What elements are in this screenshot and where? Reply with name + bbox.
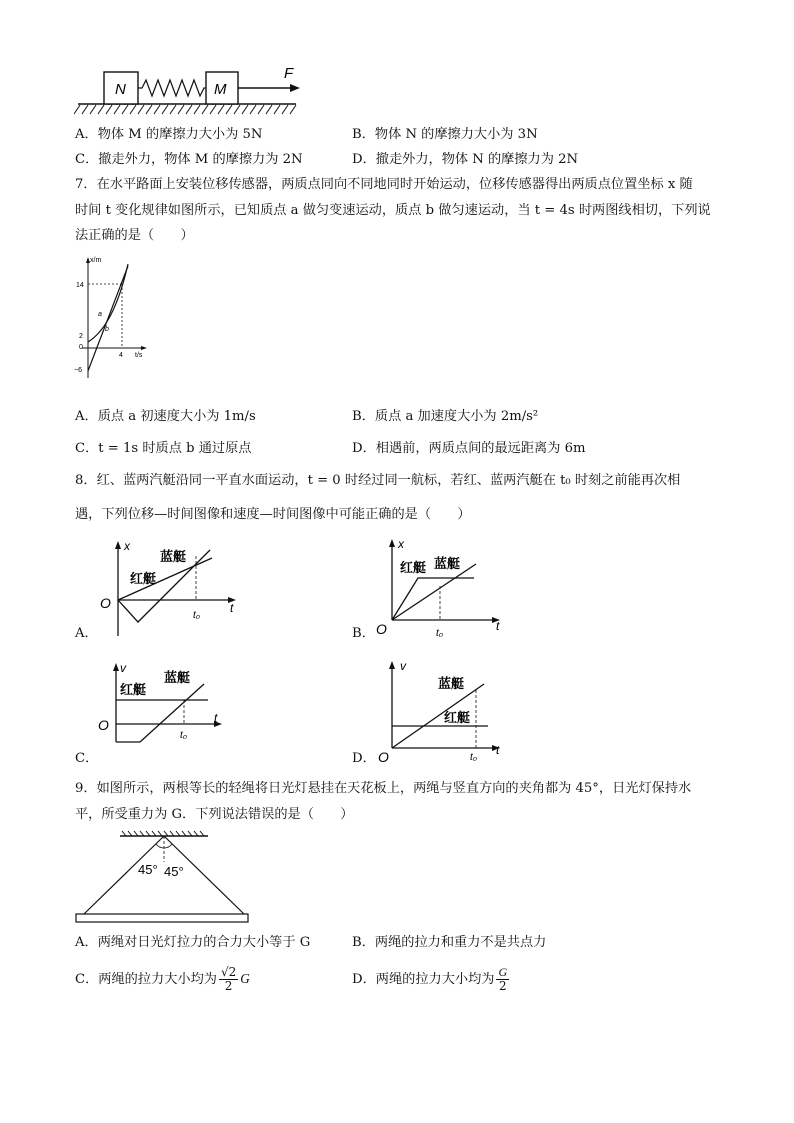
q7-tick-2: 2 — [79, 333, 83, 340]
q8a-t0: t₀ — [193, 610, 200, 621]
q6-spring-figure — [74, 64, 306, 116]
q8c-t-label: t — [214, 711, 218, 725]
q8b-t-label: t — [496, 619, 500, 633]
q7-x-axis-label: t/s — [135, 352, 143, 359]
q8d-t0: t₀ — [470, 752, 477, 763]
q8-graph-b — [372, 534, 512, 640]
q8d-t-label: t — [496, 743, 500, 757]
q8b-y-label: x — [398, 537, 404, 551]
q7-stem-line3: 法正确的是（ ） — [75, 228, 194, 243]
q8a-origin: O — [100, 595, 111, 611]
q7-tick-neg6: −6 — [74, 367, 82, 374]
q8-option-a-label: A． — [75, 626, 98, 641]
q8d-blue-label: 蓝艇 — [438, 676, 465, 691]
q7-y-axis-label: x/m — [90, 257, 102, 264]
lamp-tube — [76, 914, 248, 922]
q8c-blue-label: 蓝艇 — [164, 670, 191, 685]
q9-option-a: A．两绳对日光灯拉力的合力大小等于 G — [75, 935, 311, 950]
angle-left-label: 45° — [138, 862, 158, 877]
q8d-origin: O — [378, 749, 389, 764]
q8b-t0: t₀ — [436, 628, 443, 639]
force-label: F — [284, 65, 294, 82]
q9-option-d — [352, 966, 511, 993]
q6-option-a: A．物体 M 的摩擦力大小为 5N — [75, 127, 263, 142]
q8-option-b-label: B． — [352, 626, 375, 641]
q8d-red-label: 红艇 — [444, 710, 471, 725]
q7-stem-line1: 7．在水平路面上安装位移传感器，两质点同向不同地同时开始运动，位移传感器得出两质点位置坐标 x 随 — [75, 177, 693, 192]
block-n-label: N — [115, 81, 126, 98]
q8c-red-label: 红艇 — [120, 682, 147, 697]
q7-tick-14: 14 — [76, 282, 84, 289]
q9-option-c-prefix: C．两绳的拉力大小均为 — [75, 972, 217, 987]
q6-option-d: D．撤走外力，物体 N 的摩擦力为 2N — [352, 152, 579, 167]
block-m-label: M — [214, 81, 227, 98]
q8-graph-d — [372, 656, 512, 764]
q8c-t0: t₀ — [180, 730, 187, 741]
q7-option-c: C．t = 1s 时质点 b 通过原点 — [75, 441, 252, 456]
spring — [138, 80, 206, 96]
q9-option-d-fraction — [496, 966, 509, 993]
q9-option-d-den: 2 — [498, 979, 507, 993]
q7-tick-0: 0 — [79, 344, 83, 351]
q7-tick-4: 4 — [119, 352, 123, 359]
q7-option-a: A．质点 a 初速度大小为 1m/s — [75, 409, 256, 424]
q9-option-d-num: G — [498, 965, 508, 979]
q9-option-c-suffix: G — [240, 971, 250, 986]
q8b-origin: O — [376, 621, 387, 637]
q6-option-c: C．撤走外力，物体 M 的摩擦力为 2N — [75, 152, 303, 167]
q8-option-c-label: C． — [75, 751, 99, 766]
q7-xt-graph — [72, 254, 152, 384]
q7-label-b: b — [105, 326, 109, 333]
q8-option-d-label: D． — [352, 751, 376, 766]
q7-stem-line2: 时间 t 变化规律如图所示，已知质点 a 做匀变速运动，质点 b 做匀速运动，当 t = 4s 时两图线相切，下列说 — [75, 203, 711, 218]
q8b-red-line — [392, 578, 474, 620]
q7-option-d: D．相遇前，两质点间的最远距离为 6m — [352, 441, 586, 456]
q8a-red-label: 红艇 — [130, 571, 157, 586]
q8-graph-c — [96, 658, 246, 764]
q9-option-c — [75, 966, 250, 993]
q9-option-c-fraction — [219, 966, 238, 993]
q9-stem-line2: 平，所受重力为 G．下列说法错误的是（ ） — [75, 807, 354, 822]
q9-option-d-prefix: D．两绳的拉力大小均为 — [352, 972, 495, 987]
q8d-blue-line — [392, 684, 484, 748]
q8b-blue-label: 蓝艇 — [434, 556, 461, 571]
q7-option-b: B．质点 a 加速度大小为 2m/s² — [352, 409, 539, 424]
q8b-red-label: 红艇 — [400, 560, 427, 575]
q8c-y-label: v — [120, 661, 126, 675]
q8a-y-label: x — [124, 539, 130, 553]
q8d-y-label: v — [400, 659, 406, 673]
q9-lamp-figure — [72, 828, 252, 928]
q8a-t-label: t — [230, 601, 234, 615]
q8-stem-line1: 8．红、蓝两汽艇沿同一平直水面运动，t = 0 时经过同一航标，若红、蓝两汽艇在 t₀ 时刻之前能再次相 — [75, 473, 681, 488]
q9-stem-line1: 9．如图所示，两根等长的轻绳将日光灯悬挂在天花板上，两绳与竖直方向的夹角都为 45°，日光灯保持水 — [75, 781, 692, 796]
q9-option-c-den: 2 — [224, 979, 233, 993]
q9-option-c-num: √2 — [220, 965, 237, 979]
q8a-blue-label: 蓝艇 — [160, 549, 187, 564]
q8-graph-a — [98, 536, 248, 640]
angle-right-label: 45° — [164, 864, 184, 879]
q7-label-a: a — [98, 311, 102, 318]
q9-option-b: B．两绳的拉力和重力不是共点力 — [352, 935, 547, 950]
q8c-origin: O — [98, 717, 109, 733]
q8-stem-line2: 遇，下列位移—时间图像和速度—时间图像中可能正确的是（ ） — [75, 507, 471, 522]
q6-option-b: B．物体 N 的摩擦力大小为 3N — [352, 127, 538, 142]
